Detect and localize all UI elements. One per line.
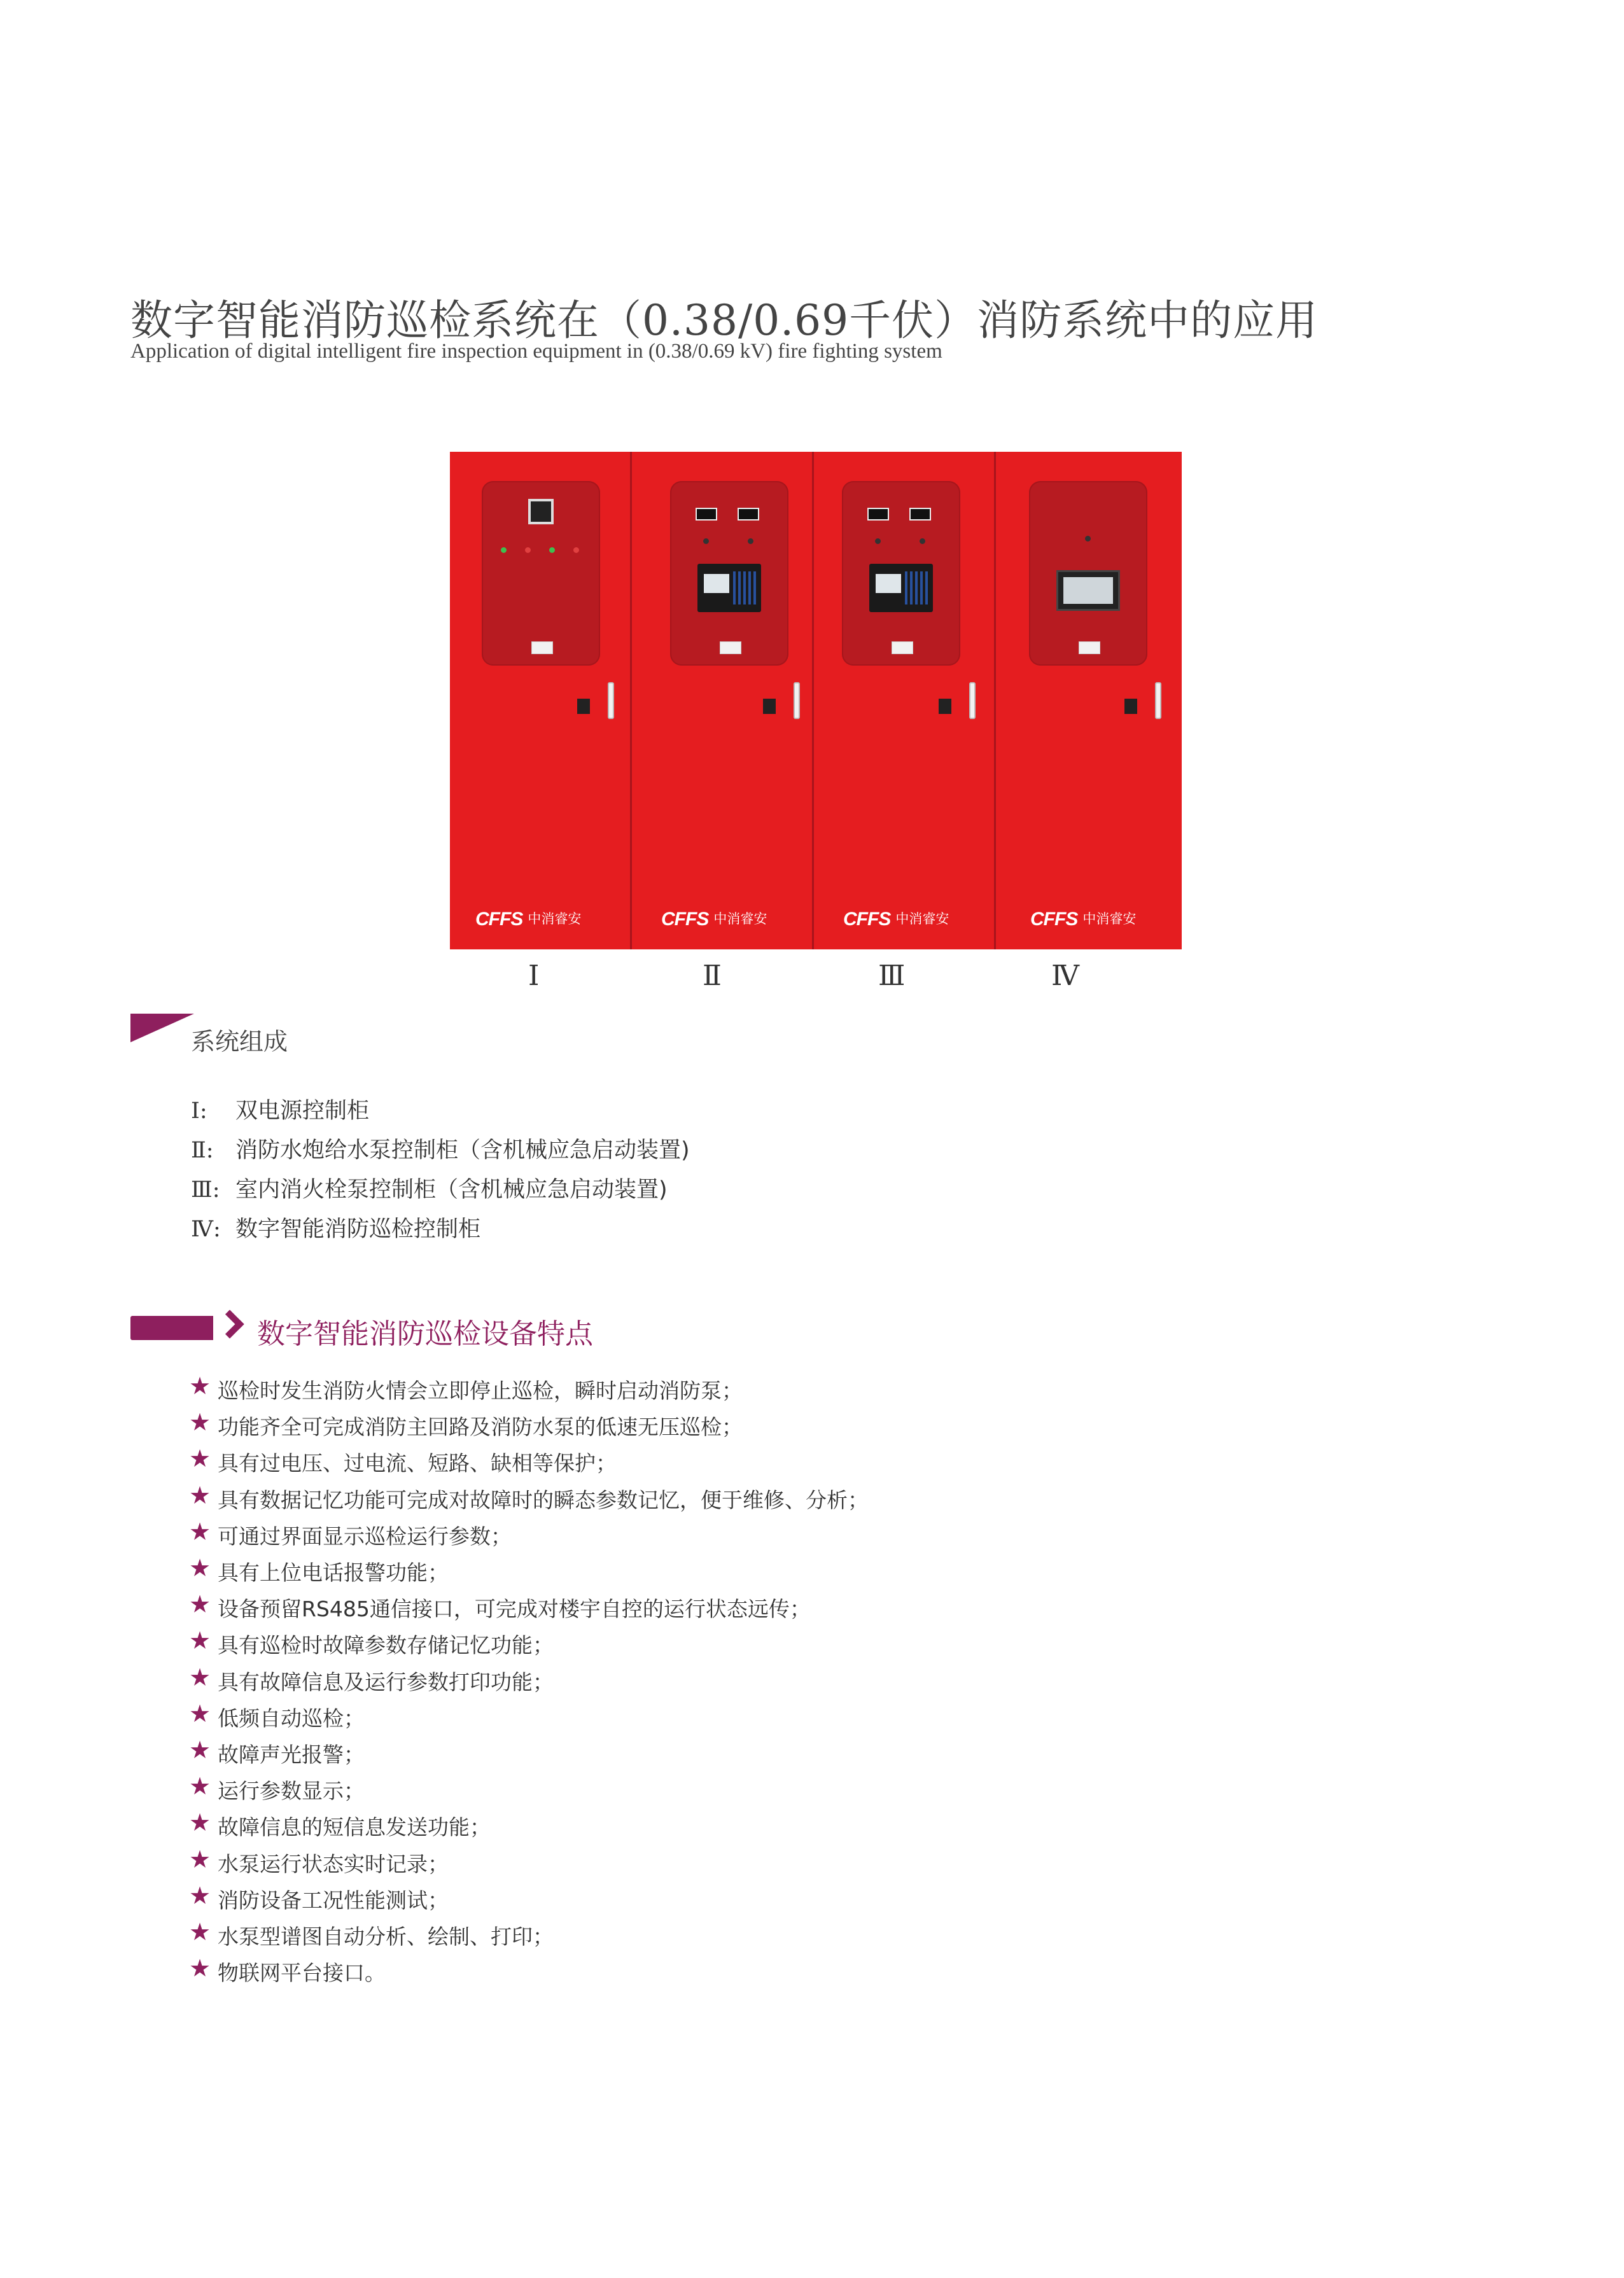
meter-icon	[867, 508, 889, 521]
cabinet-label: Ⅰ	[528, 960, 540, 992]
star-bullet-icon: ★	[189, 1554, 211, 1582]
star-bullet-icon: ★	[189, 1882, 211, 1910]
star-bullet-icon: ★	[189, 1663, 211, 1691]
nameplate	[720, 641, 741, 654]
feature-item: 可通过界面显示巡检运行参数；	[218, 1524, 512, 1549]
cabinet-illustration	[450, 452, 1182, 949]
cabinet-brand	[1030, 909, 1136, 934]
cabinet-brand	[475, 909, 581, 934]
feature-item: 故障信息的短信息发送功能；	[218, 1815, 491, 1840]
cabinet-label: Ⅱ	[703, 960, 722, 992]
brand-logo: CFFS	[843, 909, 891, 930]
page-subtitle: Application of digital intelligent fire inspection equipment in (0.38/0.69 kV) fire fighting system	[130, 340, 942, 363]
feature-item: 巡检时发生消防火情会立即停止巡检，瞬时启动消防泵；	[218, 1378, 743, 1403]
meter-icon	[909, 508, 931, 521]
feature-item: 功能齐全可完成消防主回路及消防水泵的低速无压巡检；	[218, 1415, 743, 1439]
feature-item: 运行参数显示；	[218, 1778, 365, 1803]
indicator-lamp-icon	[525, 547, 531, 553]
indicator-lamp-icon	[549, 547, 555, 553]
cabinet-4	[996, 452, 1182, 949]
star-bullet-icon: ★	[189, 1372, 211, 1400]
cabinet-1	[450, 452, 632, 949]
lock-icon	[577, 699, 590, 714]
composition-item: Ⅲ: 室内消火栓泵控制柜（含机械应急启动装置)	[191, 1177, 668, 1203]
cabinet-3	[814, 452, 996, 949]
brand-name: 中消睿安	[528, 911, 582, 926]
star-bullet-icon: ★	[189, 1736, 211, 1764]
brand-name: 中消睿安	[713, 911, 767, 926]
star-bullet-icon: ★	[189, 1408, 211, 1436]
section-bar-icon	[130, 1316, 213, 1340]
indicator-lamp-icon	[875, 538, 881, 544]
cabinet-panel	[482, 481, 600, 666]
door-handle-icon	[608, 682, 614, 719]
feature-item: 消防设备工况性能测试；	[218, 1888, 449, 1913]
star-bullet-icon: ★	[189, 1772, 211, 1800]
indicator-lamp-icon	[501, 547, 507, 553]
indicator-lamp-icon	[920, 538, 925, 544]
indicator-lamp-icon	[1085, 536, 1091, 542]
cabinet-panel	[1029, 481, 1147, 666]
brand-name: 中消睿安	[1082, 911, 1137, 926]
meter-icon	[528, 499, 554, 524]
nameplate	[531, 641, 553, 654]
lock-icon	[763, 699, 776, 714]
feature-item: 具有数据记忆功能可完成对故障时的瞬态参数记忆，便于维修、分析；	[218, 1488, 869, 1513]
feature-item: 低频自动巡检；	[218, 1706, 365, 1731]
page-title: 数字智能消防巡检系统在（0.38/0.69千伏）消防系统中的应用	[130, 296, 1319, 345]
composition-item: Ⅰ: 双电源控制柜	[191, 1098, 370, 1124]
cabinet-panel	[670, 481, 788, 666]
door-handle-icon	[1155, 682, 1161, 719]
brand-logo: CFFS	[1030, 909, 1078, 930]
chevron-right-icon	[215, 1310, 244, 1338]
indicator-lamp-icon	[573, 547, 579, 553]
star-bullet-icon: ★	[189, 1518, 211, 1546]
nameplate	[892, 641, 913, 654]
composition-item: Ⅱ: 消防水炮给水泵控制柜（含机械应急启动装置)	[191, 1138, 690, 1163]
composition-heading: 系统组成	[191, 1028, 288, 1056]
indicator-lamp-icon	[703, 538, 709, 544]
star-bullet-icon: ★	[189, 1954, 211, 1982]
features-heading: 数字智能消防巡检设备特点	[257, 1318, 593, 1350]
cabinet-brand	[661, 909, 767, 934]
star-bullet-icon: ★	[189, 1444, 211, 1472]
star-bullet-icon: ★	[189, 1481, 211, 1509]
feature-item: 设备预留RS485通信接口，可完成对楼宇自控的运行状态远传；	[218, 1597, 811, 1621]
door-handle-icon	[969, 682, 976, 719]
lock-icon	[939, 699, 951, 714]
brand-logo: CFFS	[661, 909, 709, 930]
star-bullet-icon: ★	[189, 1590, 211, 1618]
star-bullet-icon: ★	[189, 1700, 211, 1728]
feature-item: 物联网平台接口。	[218, 1960, 386, 1985]
feature-item: 水泵型谱图自动分析、绘制、打印；	[218, 1924, 554, 1949]
touchscreen-icon	[1056, 570, 1120, 611]
section-triangle-icon	[130, 1014, 194, 1042]
controller-icon	[869, 564, 933, 612]
brand-name: 中消睿安	[895, 911, 949, 926]
feature-item: 具有巡检时故障参数存储记忆功能；	[218, 1633, 554, 1658]
feature-item: 具有故障信息及运行参数打印功能；	[218, 1670, 554, 1695]
controller-icon	[697, 564, 761, 612]
star-bullet-icon: ★	[189, 1845, 211, 1873]
star-bullet-icon: ★	[189, 1808, 211, 1836]
indicator-lamp-icon	[748, 538, 753, 544]
meter-icon	[696, 508, 717, 521]
lock-icon	[1124, 699, 1137, 714]
cabinet-label: Ⅳ	[1051, 960, 1079, 992]
feature-item: 水泵运行状态实时记录；	[218, 1852, 449, 1876]
feature-item: 具有上位电话报警功能；	[218, 1560, 449, 1585]
star-bullet-icon: ★	[189, 1626, 211, 1654]
feature-item: 具有过电压、过电流、短路、缺相等保护；	[218, 1451, 617, 1476]
cabinet-panel	[842, 481, 960, 666]
feature-item: 故障声光报警；	[218, 1742, 365, 1767]
brand-logo: CFFS	[475, 909, 523, 930]
nameplate	[1079, 641, 1100, 654]
composition-item: Ⅳ: 数字智能消防巡检控制柜	[191, 1217, 481, 1242]
star-bullet-icon: ★	[189, 1918, 211, 1946]
door-handle-icon	[794, 682, 800, 719]
meter-icon	[738, 508, 759, 521]
cabinet-2	[632, 452, 814, 949]
cabinet-label: Ⅲ	[878, 960, 906, 992]
cabinet-brand	[843, 909, 949, 934]
